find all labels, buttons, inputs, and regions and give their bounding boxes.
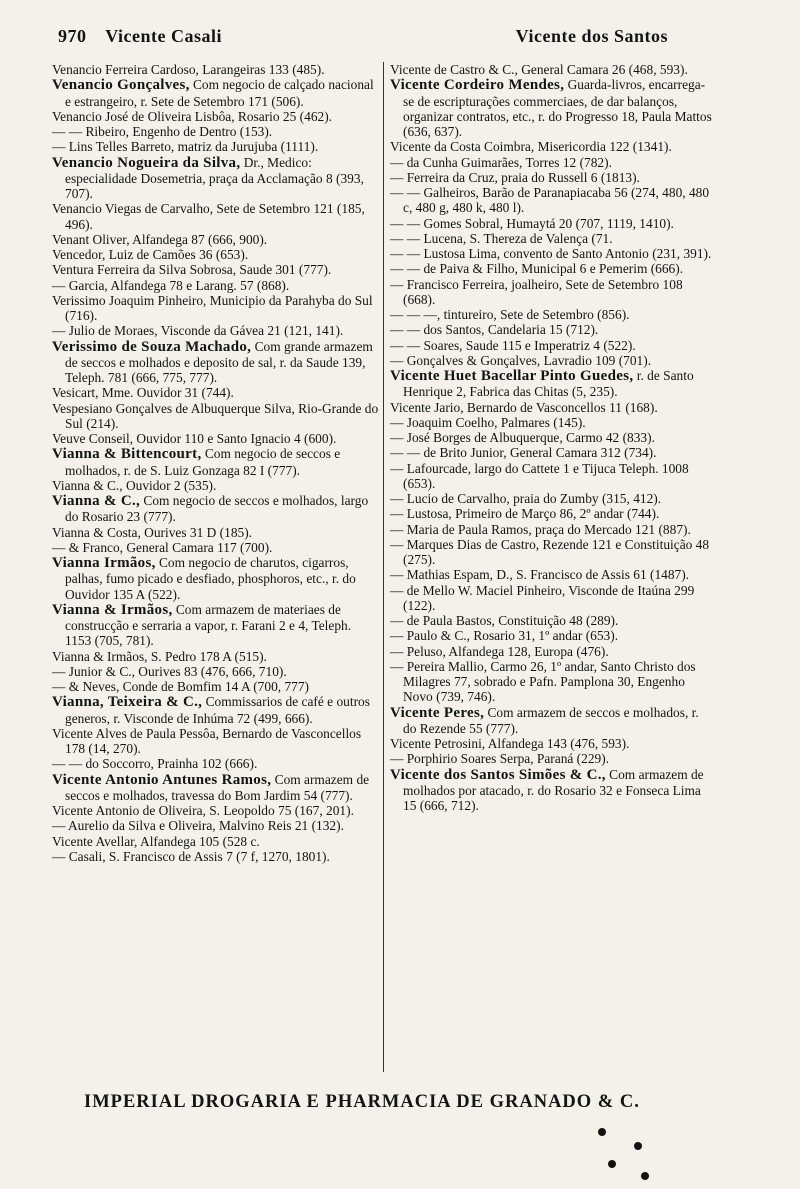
entry-text: — Lafourcade, largo do Cattete 1 e Tijuca Teleph. 1008 (653). [390,460,689,491]
entry-text: — Pereira Mallio, Carmo 26, 1º andar, Santo Christo dos Milagres 77, sobrado e Pafn. Pamplona 30, Engenho Novo (739, 746). [390,658,696,705]
entry-text: — de Mello W. Maciel Pinheiro, Visconde de Itaúna 299 (122). [390,582,695,613]
entry-text: Com armazem de seccos e molhados, r. do Rezende 55 (777). [403,704,699,736]
entry-text: — Mathias Espam, D., S. Francisco de Assis 61 (1487). [390,567,690,583]
entry-text: — Casali, S. Francisco de Assis 7 (7 f, 1270, 1801). [52,848,330,864]
entry-text: — Paulo & C., Rosario 31, 1º andar (653). [390,628,619,644]
entry-text: — Porphirio Soares Serpa, Paraná (229). [390,751,610,767]
directory-entry [52,478,380,493]
directory-entry [52,201,380,232]
directory-entry [52,401,380,432]
directory-entry [390,461,712,492]
entry-text: — Francisco Ferreira, joalheiro, Sete de Setembro 108 (668). [390,276,683,307]
entry-name: Vicente Huet Bacellar Pinto Guedes, [390,368,634,384]
entry-text: — Garcia, Alfandega 78 e Larang. 57 (868). [52,277,290,293]
directory-entry [390,170,712,185]
directory-entry [52,694,380,726]
entry-text: — José Borges de Albuquerque, Carmo 42 (833). [390,430,655,445]
directory-entry [390,77,712,139]
entry-text: Com armazem de seccos e molhados, travessa do Bom Jardim 54 (777). [65,771,370,803]
entry-text: Vianna & Costa, Ourives 31 D (185). [52,524,253,540]
directory-entry [390,62,712,77]
entry-text: — — Ribeiro, Engenho de Dentro (153). [52,124,273,139]
entry-name: Vicente Antonio Antunes Ramos, [52,771,272,788]
entry-text: — Gonçalves & Gonçalves, Lavradio 109 (701). [390,352,652,368]
entry-text: — — Gomes Sobral, Humaytá 20 (707, 1119, 1410). [390,215,674,231]
directory-entry [52,818,380,833]
entry-text: Venant Oliver, Alfandega 87 (666, 900). [52,231,268,247]
directory-entry [390,139,712,154]
directory-entry [390,400,712,415]
directory-entry [52,278,380,293]
directory-entry [52,262,380,277]
directory-entry [390,644,712,659]
directory-entry [52,679,380,694]
directory-entry [52,803,380,818]
entry-text: Vicente Antonio de Oliveira, S. Leopoldo 75 (167, 201). [52,803,354,818]
directory-entry [390,430,712,445]
entry-text: Commissarios de café e outros generos, r. Visconde de Inhúma 72 (499, 666). [65,694,370,726]
directory-entry [390,659,712,705]
entry-text: Vicente Avellar, Alfandega 105 (528 c. [52,833,260,849]
entry-text: — — do Soccorro, Prainha 102 (666). [52,756,258,772]
directory-entry [390,537,712,568]
entry-text: — & Neves, Conde de Bomfim 14 A (700, 777) [52,679,310,694]
directory-entry [390,261,712,276]
directory-entry [52,602,380,649]
directory-entry [390,216,712,231]
entry-text: — Junior & C., Ourives 83 (476, 666, 710). [52,663,287,679]
entry-text: Ventura Ferreira da Silva Sobrosa, Saude 301 (777). [52,262,332,278]
entry-text: Com grande armazem de seccos e molhados e deposito de sal, r. da Saude 139, Teleph. 781 (666, 775, 777). [65,338,373,385]
entry-name: Vianna, Teixeira & C., [52,694,203,711]
directory-entry [390,277,712,308]
page-header [58,26,668,52]
directory-entry [390,767,712,814]
directory-entry [390,613,712,628]
directory-entry [390,307,712,322]
left-running-title: Vicente Casali [105,26,222,46]
entry-text: Vianna & Irmãos, S. Pedro 178 A (515). [52,648,267,664]
entry-name: Vianna Irmãos, [52,555,156,571]
directory-entry [52,446,380,478]
directory-entry [52,293,380,324]
directory-entry [390,353,712,368]
entry-name: Venancio Nogueira da Silva, [52,154,241,171]
directory-entry [52,385,380,400]
directory-entry [52,124,380,139]
footer-advertisement: IMPERIAL DROGARIA E PHARMACIA DE GRANADO & C. [84,1092,640,1112]
column-divider [383,62,384,1072]
entry-text: — — de Paiva & Filho, Municipal 6 e Pemerim (666). [390,261,684,277]
directory-entry [390,506,712,521]
entry-text: — Joaquim Coelho, Palmares (145). [390,414,586,430]
entry-text: Vicente de Castro & C., General Camara 26 (468, 593). [390,62,688,77]
entry-text: — Lins Telles Barreto, matriz da Jurujuba (1111). [52,139,319,155]
entry-text: — — Galheiros, Barão de Paranapiacaba 56 (274, 480, 480 c, 480 g, 480 k, 480 l). [390,185,710,216]
directory-entry [390,583,712,614]
ink-dot [608,1160,616,1168]
page-number: 970 [58,26,87,46]
entry-text: — de Paula Bastos, Constituição 48 (289). [390,613,619,628]
entry-text: Vespesiano Gonçalves de Albuquerque Silva, Rio-Grande do Sul (214). [52,400,379,431]
entry-text: — da Cunha Guimarães, Torres 12 (782). [390,154,612,170]
entry-text: Com negocio de calçado nacional e estrangeiro, r. Sete de Setembro 171 (506). [65,77,374,109]
left-column [52,62,380,864]
entry-text: — — dos Santos, Candelaria 15 (712). [390,322,599,338]
entry-text: — — —, tintureiro, Sete de Setembro (856). [390,307,630,322]
entry-name: Vicente dos Santos Simões & C., [390,766,606,783]
directory-entry [390,736,712,751]
directory-entry [390,368,712,400]
entry-text: — — Lustosa Lima, convento de Santo Antonio (231, 391). [390,246,712,261]
directory-entry [390,415,712,430]
entry-text: Com negocio de seccos e molhados, r. de S. Luiz Gonzaga 82 I (777). [65,446,341,478]
directory-entry [390,322,712,337]
entry-text: Com armazem de materiaes de construcção e serraria a vapor, r. Farani 2 e 4, Teleph. 1153 (705, 781). [65,601,352,649]
directory-entry [390,185,712,216]
entry-text: Vencedor, Luiz de Camões 36 (653). [52,247,249,262]
entry-text: Venancio Ferreira Cardoso, Larangeiras 133 (485). [52,62,325,77]
entry-text: Verissimo Joaquim Pinheiro, Municipio da Parahyba do Sul (716). [52,292,373,323]
directory-entry [52,540,380,555]
ink-dot [641,1172,649,1180]
entry-name: Venancio Gonçalves, [52,77,190,94]
entry-text: Com negocio de charutos, cigarros, palhas, fumo picado e desfiado, phosphoros, etc., r. do Ouvidor 135 A (522). [65,555,356,602]
entry-text: Vianna & C., Ouvidor 2 (535). [52,477,217,493]
entry-text: — & Franco, General Camara 117 (700). [52,539,273,555]
directory-entry [52,849,380,864]
entry-text: — Julio de Moraes, Visconde da Gávea 21 (121, 141). [52,323,344,339]
directory-entry [52,772,380,804]
entry-text: Guarda-livros, encarrega-se de escripturações commerciaes, de dar balanços, organizar contratos, etc., r. do Progresso 18, Paula Mattos (636, 637). [403,77,712,139]
directory-entry [52,232,380,247]
directory-entry [390,567,712,582]
entry-text: Dr., Medico: especialidade Dosemetria, praça da Acclamação 8 (393, 707). [65,154,364,201]
entry-text: — Lustosa, Primeiro de Março 86, 2º andar (744). [390,506,660,522]
entry-name: Verissimo de Souza Machado, [52,338,252,355]
right-running-title: Vicente dos Santos [515,26,668,46]
entry-text: Venancio Viegas de Carvalho, Sete de Setembro 121 (185, 496). [52,201,365,232]
entry-text: Vicente Petrosini, Alfandega 143 (476, 593). [390,736,630,751]
entry-name: Vianna & C., [52,493,141,509]
entry-text: Com negocio de seccos e molhados, largo do Rosario 23 (777). [65,493,369,525]
ink-dot [634,1142,642,1150]
directory-entry [390,522,712,537]
entry-text: — Maria de Paula Ramos, praça do Mercado 121 (887). [390,521,691,537]
entry-text: Com armazem de molhados por atacado, r. do Rosario 32 e Fonseca Lima 15 (666, 712). [403,766,704,813]
directory-entry [52,726,380,757]
directory-entry [390,155,712,170]
entry-text: Veuve Conseil, Ouvidor 110 e Santo Ignacio 4 (600). [52,431,337,446]
entry-text: Venancio José de Oliveira Lisbôa, Rosario 25 (462). [52,108,333,124]
directory-entry [390,705,712,737]
directory-entry [390,246,712,261]
entry-text: r. de Santo Henrique 2, Fabrica das Chitas (5, 235). [403,368,694,400]
ink-dot [598,1128,606,1136]
directory-entry [390,628,712,643]
directory-entry [52,649,380,664]
directory-entry [52,323,380,338]
entry-text: — Aurelio da Silva e Oliveira, Malvino Reis 21 (132). [52,818,344,834]
entry-text: Vesicart, Mme. Ouvidor 31 (744). [52,385,234,401]
directory-entry [52,155,380,202]
entry-text: — — Lucena, S. Thereza de Valença (71. [390,230,613,246]
directory-entry [390,491,712,506]
directory-entry [52,756,380,771]
directory-entry [52,834,380,849]
directory-entry [390,751,712,766]
directory-entry [52,109,380,124]
entry-text: — Marques Dias de Castro, Rezende 121 e Constituição 48 (275). [390,536,710,567]
directory-entry [390,231,712,246]
entry-text: — Peluso, Alfandega 128, Europa (476). [390,643,609,659]
directory-entry [52,664,380,679]
entry-name: Vicente Cordeiro Mendes, [390,77,565,94]
entry-text: Vicente Jario, Bernardo de Vasconcellos 11 (168). [390,399,658,415]
directory-entry [52,493,380,525]
entry-text: Vicente da Costa Coimbra, Misericordia 122 (1341). [390,139,672,155]
right-column [390,62,712,813]
entry-name: Vicente Peres, [390,704,485,721]
directory-entry [390,445,712,460]
entry-text: — — de Brito Junior, General Camara 312 (734). [390,445,657,461]
directory-entry [52,62,380,77]
directory-entry [52,77,380,109]
entry-name: Vianna & Irmãos, [52,601,173,618]
directory-entry [52,247,380,262]
directory-entry [52,525,380,540]
entry-name: Vianna & Bittencourt, [52,446,202,463]
directory-entry [52,431,380,446]
entry-text: — Ferreira da Cruz, praia do Russell 6 (1813). [390,169,640,185]
directory-entry [52,339,380,386]
directory-entry [52,555,380,602]
entry-text: — Lucio de Carvalho, praia do Zumby (315, 412). [390,491,662,506]
entry-text: Vicente Alves de Paula Pessôa, Bernardo de Vasconcellos 178 (14, 270). [52,725,362,756]
directory-entry [390,338,712,353]
directory-entry [52,139,380,154]
entry-text: — — Soares, Saude 115 e Imperatriz 4 (522). [390,337,636,353]
